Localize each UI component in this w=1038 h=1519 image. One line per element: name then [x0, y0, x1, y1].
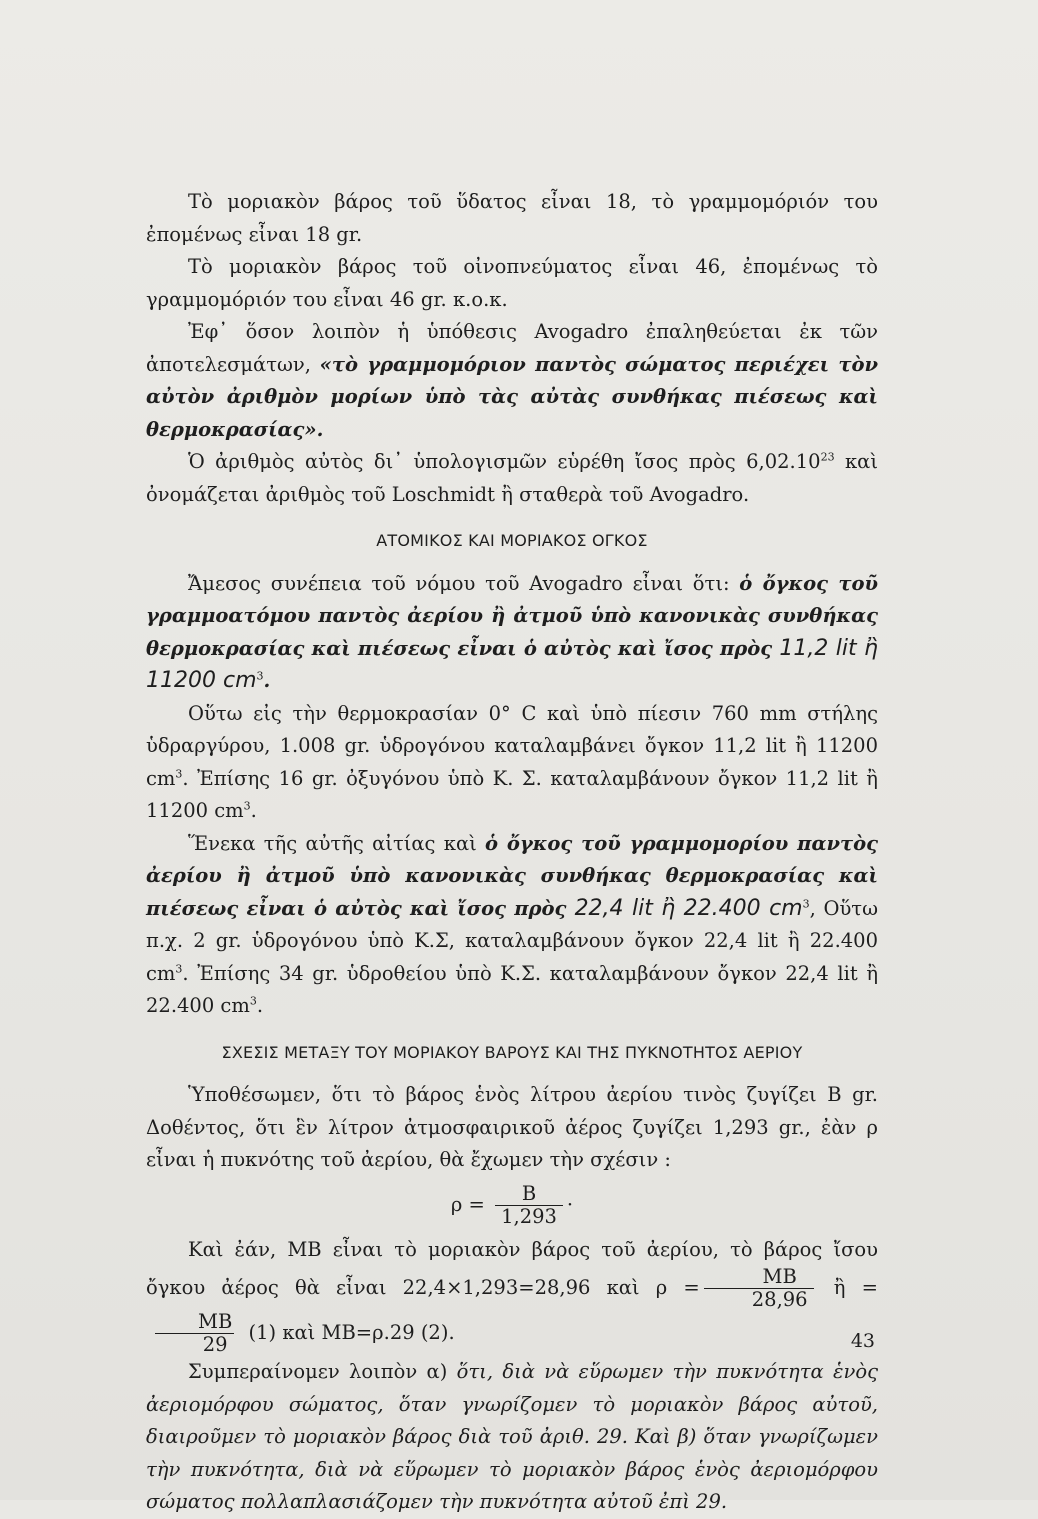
punctuation: . — [250, 799, 257, 822]
emphasized-value: 22,4 lit ἢ 22.400 cm — [574, 895, 803, 921]
exponent: 3 — [802, 897, 810, 910]
paragraph-loschmidt — [146, 446, 878, 511]
exponent: 3 — [243, 799, 251, 813]
emphasized-value: 11,2 lit ἢ 11200 cm — [146, 635, 878, 693]
fraction-mb-over-29 — [150, 1311, 238, 1356]
paragraph-avogadro-hypothesis — [146, 316, 878, 446]
paragraph-text: Τὸ μοριακὸν βάρος τοῦ ὕδατος εἶναι 18, τὸ γραμμομόριόν του ἐπομένως εἶναι 18 gr. — [146, 190, 878, 246]
fraction-numerator: ΜΒ — [198, 1310, 233, 1333]
equation-lhs: ρ = — [450, 1192, 485, 1216]
punctuation: . — [263, 669, 271, 692]
emphasized-statement: ὁ ὄγκος τοῦ γραμμοατόμου παντὸς ἀερίου ἢ ἀτμοῦ ὑπὸ κανονικὰς συνθήκας θερμοκρασίας καὶ πιέσεως εἶναι ὁ αὐτὸς καὶ ἴσος πρὸς — [146, 571, 878, 660]
fraction-mb-over-2896 — [704, 1266, 814, 1311]
paragraph-text: Ἄμεσος συνέπεια τοῦ νόμου τοῦ Avogadro εἶναι ὅτι: — [188, 571, 740, 595]
equation-end: · — [566, 1192, 574, 1216]
emphasized-statement: «τὸ γραμμομόριον παντὸς σώματος περιέχει τὸν αὐτὸν ἀριθμὸν μορίων ὑπὸ τὰς αὐτὰς συνθήκας πιέσεως καὶ θερμοκρασίας». — [146, 352, 878, 441]
paragraph-conclusion — [146, 1356, 878, 1519]
paragraph-water — [146, 186, 878, 251]
paragraph-text: , Οὕτω π.χ. 2 gr. ὑδρογόνου ὑπὸ Κ.Σ, καταλαμβάνουν ὄγκον 22,4 lit ἢ 22.400 cm — [146, 896, 878, 985]
paragraph-density-definition — [146, 1079, 878, 1177]
exponent: 23 — [820, 450, 835, 464]
paragraph-gram-atom-volume — [146, 568, 878, 698]
emphasized-statement: ὁ ὄγκος τοῦ γραμμομορίου παντὸς ἀερίου ἢ ἀτμοῦ ὑπὸ κανονικὰς συνθήκας θερμοκρασίας καὶ πιέσεως εἶναι ὁ αὐτὸς καὶ ἴσος πρὸς — [146, 831, 878, 920]
page-body — [146, 186, 878, 1519]
section-heading-atomic-molar-volume: ΑΤΟΜΙΚΟΣ ΚΑΙ ΜΟΡΙΑΚΟΣ ΟΓΚΟΣ — [376, 531, 648, 550]
fraction — [495, 1183, 563, 1228]
paragraph-text: Συμπεραίνομεν λοιπὸν α) — [188, 1360, 457, 1383]
paragraph-text: Ὁ ἀριθμὸς αὐτὸς δι᾽ ὑπολογισμῶν εὑρέθη ἴσος πρὸς 6,02.10 — [188, 450, 821, 473]
italic-conclusion: ὅτι, διὰ νὰ εὕρωμεν τὴν πυκνότητα ἑνὸς ἀεριομόρφου σώματος, ὅταν γνωρίζομεν τὸ μοριακὸν βάρος αὐτοῦ, διαιροῦμεν τὸ μοριακὸν βάρος διὰ τοῦ ἀριθ. 29. Καὶ β) ὅταν γνωρίζωμεν τὴν πυκνότητα, διὰ νὰ εὕρωμεν τὸ μοριακὸν βάρος ἑνὸς ἀεριομόρφου σώματος πολλαπλασιάζομεν τὴν πυκνότητα αὐτοῦ ἐπὶ 29. — [146, 1360, 878, 1513]
fraction-denominator: 29 — [155, 1333, 234, 1356]
paragraph-text: Ἐφ᾽ ὅσον λοιπὸν ἡ ὑπόθεσις Avogadro ἐπαληθεύεται ἐκ τῶν ἀποτελεσμάτων, — [146, 320, 878, 376]
equation-density — [146, 1183, 878, 1228]
fraction-numerator: ΜΒ — [762, 1265, 797, 1288]
paragraph-text: . Ἐπίσης 16 gr. ὀξυγόνου ὑπὸ Κ. Σ. καταλαμβάνουν ὄγκον 11,2 lit ἢ 11200 cm — [146, 766, 878, 822]
exponent: 3 — [256, 669, 264, 683]
exponent: 3 — [175, 962, 183, 975]
fraction-numerator: Β — [521, 1181, 537, 1205]
paragraph-text: ἢ = — [817, 1276, 878, 1299]
punctuation: . — [256, 994, 264, 1017]
paragraph-alcohol — [146, 251, 878, 316]
exponent: 3 — [249, 994, 257, 1008]
paragraph-text: (1) καὶ ΜΒ=ρ.29 (2). — [242, 1321, 455, 1344]
paragraph-text: . Ἐπίσης 34 gr. ὑδροθείου ὑπὸ Κ.Σ. καταλαμβάνουν ὄγκον 22,4 lit ἢ 22.400 cm — [146, 961, 878, 1017]
fraction-denominator: 1,293 — [495, 1205, 563, 1228]
paragraph-text: Οὕτω εἰς τὴν θερμοκρασίαν 0° C καὶ ὑπὸ πίεσιν 760 mm στήλης ὑδραργύρου, 1.008 gr. ὑδρογόνου καταλαμβάνει ὄγκον 11,2 lit ἢ 11200 cm — [146, 701, 878, 790]
paragraph-text: Ὑποθέσωμεν, ὅτι τὸ βάρος ἑνὸς λίτρου ἀερίου τινὸς ζυγίζει Β gr. Δοθέντος, ὅτι ἓν λίτρον ἀτμοσφαιρικοῦ ἀέρος ζυγίζει 1,293 gr., ἐὰν ρ εἶναι ἡ πυκνότης τοῦ ἀερίου, θὰ ἔχωμεν τὴν σχέσιν : — [146, 1083, 878, 1171]
paragraph-molar-mass-relation — [146, 1234, 878, 1357]
paragraph-gram-molecule-volume — [146, 828, 878, 1023]
page-number: 43 — [850, 1330, 875, 1352]
paragraph-hydrogen-oxygen-example — [146, 698, 878, 828]
paragraph-text: Ἕνεκα τῆς αὐτῆς αἰτίας καὶ — [188, 831, 486, 855]
fraction-denominator: 28,96 — [704, 1288, 814, 1311]
exponent: 3 — [175, 767, 183, 780]
section-heading-molar-mass-density: ΣΧΕΣΙΣ ΜΕΤΑΞΥ ΤΟΥ ΜΟΡΙΑΚΟΥ ΒΑΡΟΥΣ ΚΑΙ ΤΗΣ ΠΥΚΝΟΤΗΤΟΣ ΑΕΡΙΟΥ — [221, 1042, 803, 1062]
paragraph-text: καὶ ὀνομάζεται ἀριθμὸς τοῦ Loschmidt ἢ σταθερὰ τοῦ Avogadro. — [146, 450, 879, 506]
paragraph-text: Τὸ μοριακὸν βάρος τοῦ οἰνοπνεύματος εἶναι 46, ἐπομένως τὸ γραμμομόριόν του εἶναι 46 gr. κ.ο.κ. — [146, 255, 878, 311]
paragraph-text: Καὶ ἐάν, ΜΒ εἶναι τὸ μοριακὸν βάρος τοῦ ἀερίου, τὸ βάρος ἴσου ὄγκου ἀέρος θὰ εἶναι 22,4×1,293=28,96 καὶ ρ = — [146, 1237, 878, 1299]
